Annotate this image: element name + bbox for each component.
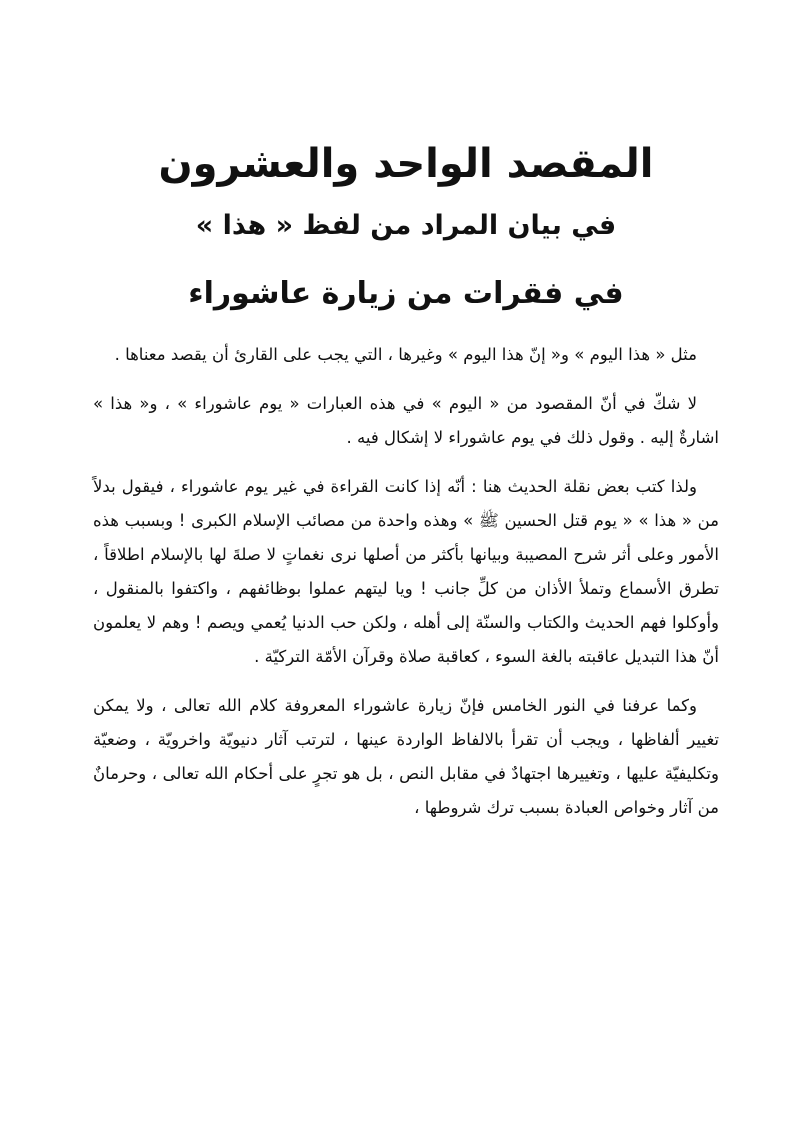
chapter-title: المقصد الواحد والعشرون (158, 141, 654, 187)
chapter-subtitle-2: في فقرات من زيارة عاشوراء (188, 276, 624, 311)
paragraph: لا شكّ في أنّ المقصود من « اليوم » في هذه العبارات « يوم عاشوراء » ، و« هذا » اشارةٌ إليه . وقول ذلك في يوم عاشوراء لا إشكال فيه . (93, 394, 719, 447)
paragraph: وكما عرفنا في النور الخامس فإنّ زيارة عاشوراء المعروفة كلام الله تعالى ، ولا يمكن تغيير ألفاظها ، ويجب أن تقرأ بالالفاظ الواردة عينها ، لترتب آثار دنيويّة واخرويّة ، وضعيّة وتكليفيّة عليها ، وتغييرها اجتهادٌ في مقابل النص ، بل هو تجرٍ على أحكام الله تعالى ، وحرمانٌ من آثار وخواص العبادة بسبب ترك شروطها ، (93, 696, 719, 817)
paragraph: مثل « هذا اليوم » و« إنّ هذا اليوم » وغيرها ، التي يجب على القارئ أن يقصد معناها . (114, 345, 697, 364)
paragraph: ولذا كتب بعض نقلة الحديث هنا : أنّه إذا كانت القراءة في غير يوم عاشوراء ، فيقول بدلاً من « هذا » « يوم قتل الحسين ﷺ » وهذه واحدة من مصائب الإسلام الكبرى ! وبسبب هذه الأمور وعلى أثر شرح المصيبة وبيانها بأكثر من أصلها نرى نغماتٍ لا صلةَ لها بالإسلام اطلاقاً ، تطرق الأسماع وتملأ الأذان من كلِّ جانب ! ويا ليتهم عملوا بوظائفهم ، واكتفوا بالمنقول ، وأوكلوا فهم الحديث والكتاب والسنّة إلى أهله ، ولكن حب الدنيا يُعمي ويصم ! وهم لا يعلمون أنّ هذا التبديل عاقبته بالغة السوء ، كعاقبة صلاة وقرآن الأمّة التركيّة . (93, 477, 719, 666)
body-text (93, 338, 719, 840)
chapter-subtitle-1: في بيان المراد من لفظ « هذا » (195, 210, 617, 241)
